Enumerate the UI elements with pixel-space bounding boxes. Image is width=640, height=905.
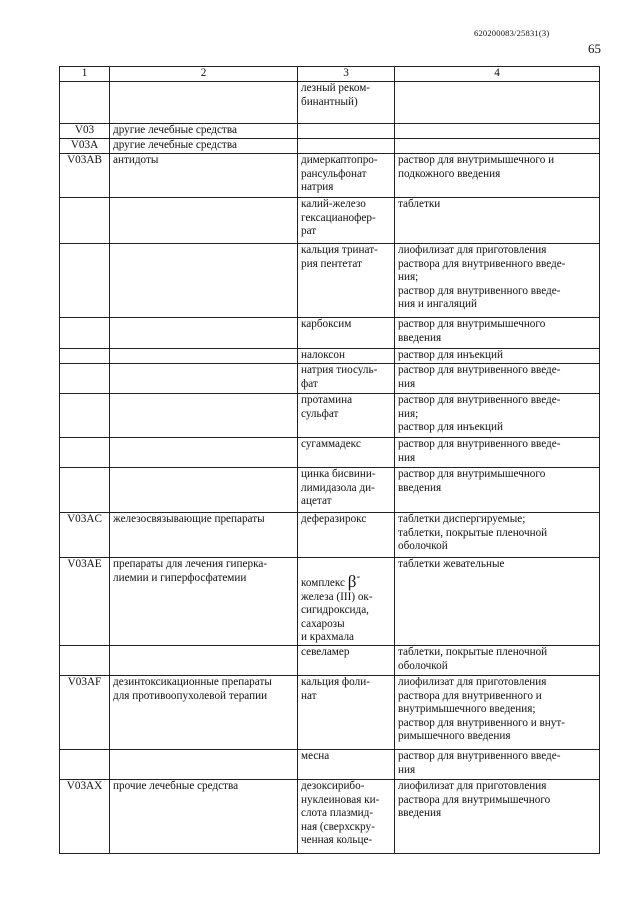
atc-code-cell [60, 349, 110, 364]
atc-code-cell [60, 198, 110, 244]
column-header: 1 [60, 67, 110, 82]
atc-code-cell [60, 394, 110, 438]
atc-code-cell [60, 749, 110, 779]
group-cell [110, 468, 298, 513]
table-row [60, 124, 600, 139]
drug-cell: карбоксим [298, 318, 395, 349]
group-cell [110, 394, 298, 438]
document-code: 620200083/25831(3) [474, 28, 550, 38]
table-row [60, 198, 600, 244]
atc-code-cell: V03A [60, 139, 110, 154]
drug-cell: кальция фоли- нат [298, 675, 395, 749]
beta-symbol: β [347, 572, 357, 591]
group-cell [110, 364, 298, 394]
atc-code-cell [60, 468, 110, 513]
table-row [60, 513, 600, 558]
atc-code-cell [60, 82, 110, 124]
table-row [60, 749, 600, 779]
table-row [60, 244, 600, 318]
form-cell: раствор для внутривенного введе- ния [395, 438, 600, 468]
atc-code-cell [60, 364, 110, 394]
form-cell: таблетки диспергируемые; таблетки, покрытые пленочной оболочкой [395, 513, 600, 558]
form-cell [395, 139, 600, 154]
form-cell [395, 82, 600, 124]
form-cell: раствор для внутривенного введе- ния [395, 364, 600, 394]
column-header: 2 [110, 67, 298, 82]
form-cell: лиофилизат для приготовления раствора для внутривенного и внутримышечного введения; раствор для внутривенного и внут- римышечного введения [395, 675, 600, 749]
table-row [60, 438, 600, 468]
form-cell: таблетки, покрытые пленочной оболочкой [395, 645, 600, 675]
table-row [60, 364, 600, 394]
drug-cell: кальция тринат- рия пентетат [298, 244, 395, 318]
group-cell [110, 645, 298, 675]
drug-cell: цинка бисвини- лимидазола ди- ацетат [298, 468, 395, 513]
atc-code-cell: V03AX [60, 779, 110, 853]
dash-mark: - [356, 571, 361, 583]
atc-code-cell: V03AF [60, 675, 110, 749]
group-cell [110, 244, 298, 318]
group-cell [110, 349, 298, 364]
table-row [60, 394, 600, 438]
group-cell [110, 318, 298, 349]
form-cell: лиофилизат для приготовления раствора для внутривенного введе- ния; раствор для внутривенного введе- ния и ингаляций [395, 244, 600, 318]
table-row [60, 645, 600, 675]
drug-cell: месна [298, 749, 395, 779]
form-cell: раствор для внутривенного введе- ния; раствор для инъекций [395, 394, 600, 438]
group-cell: прочие лечебные средства [110, 779, 298, 853]
table-row [60, 468, 600, 513]
table-row [60, 82, 600, 124]
atc-code-cell [60, 318, 110, 349]
form-cell: лиофилизат для приготовления раствора для внутримышечного введения [395, 779, 600, 853]
group-cell [110, 438, 298, 468]
atc-code-cell [60, 438, 110, 468]
table-row [60, 154, 600, 198]
form-cell [395, 124, 600, 139]
drug-cell [298, 139, 395, 154]
table-row [60, 779, 600, 853]
atc-code-cell [60, 645, 110, 675]
drug-cell: калий-железо гексацианофер- рат [298, 198, 395, 244]
group-cell: другие лечебные средства [110, 124, 298, 139]
atc-code-cell [60, 244, 110, 318]
form-cell: таблетки жевательные [395, 558, 600, 646]
form-cell: раствор для внутримышечного введения [395, 318, 600, 349]
group-cell: антидоты [110, 154, 298, 198]
page-number: 65 [588, 41, 601, 56]
drug-cell: лезный реком- бинантный) [298, 82, 395, 124]
column-header: 4 [395, 67, 600, 82]
column-header: 3 [298, 67, 395, 82]
atc-code-cell: V03AB [60, 154, 110, 198]
atc-code-cell: V03AE [60, 558, 110, 646]
drug-cell: димеркаптопро- pансульфонат натрия [298, 154, 395, 198]
group-cell: препараты для лечения гиперка- лиемии и гиперфосфатемии [110, 558, 298, 646]
table-row [60, 675, 600, 749]
form-cell: таблетки [395, 198, 600, 244]
drug-cell: сугаммадекс [298, 438, 395, 468]
drug-name-suffix: железа (III) ок- сигидроксида, сахарозы и крахмала [301, 590, 373, 644]
atc-code-cell: V03 [60, 124, 110, 139]
drug-cell: протамина сульфат [298, 394, 395, 438]
drug-cell: дезоксирибо- нуклеиновая ки- слота плазмид- ная (сверхскру- ченная кольце- [298, 779, 395, 853]
drug-table [59, 66, 600, 854]
drug-name-prefix: комплекс [301, 577, 345, 589]
table-header-row [60, 67, 600, 82]
drug-cell: деферазирокс [298, 513, 395, 558]
drug-cell: натрия тиосуль- фат [298, 364, 395, 394]
table-row [60, 139, 600, 154]
form-cell: раствор для инъекций [395, 349, 600, 364]
table-row [60, 558, 600, 646]
table-row [60, 349, 600, 364]
group-cell [110, 749, 298, 779]
group-cell [110, 198, 298, 244]
drug-cell [298, 558, 395, 646]
form-cell: раствор для внутримышечного введения [395, 468, 600, 513]
group-cell: дезинтоксикационные препараты для противоопухолевой терапии [110, 675, 298, 749]
group-cell: другие лечебные средства [110, 139, 298, 154]
atc-code-cell: V03AC [60, 513, 110, 558]
drug-cell: налоксон [298, 349, 395, 364]
group-cell [110, 82, 298, 124]
drug-cell [298, 124, 395, 139]
form-cell: раствор для внутримышечного и подкожного введения [395, 154, 600, 198]
table-row [60, 318, 600, 349]
group-cell: железосвязывающие препараты [110, 513, 298, 558]
form-cell: раствор для внутривенного введе- ния [395, 749, 600, 779]
drug-cell: севеламер [298, 645, 395, 675]
